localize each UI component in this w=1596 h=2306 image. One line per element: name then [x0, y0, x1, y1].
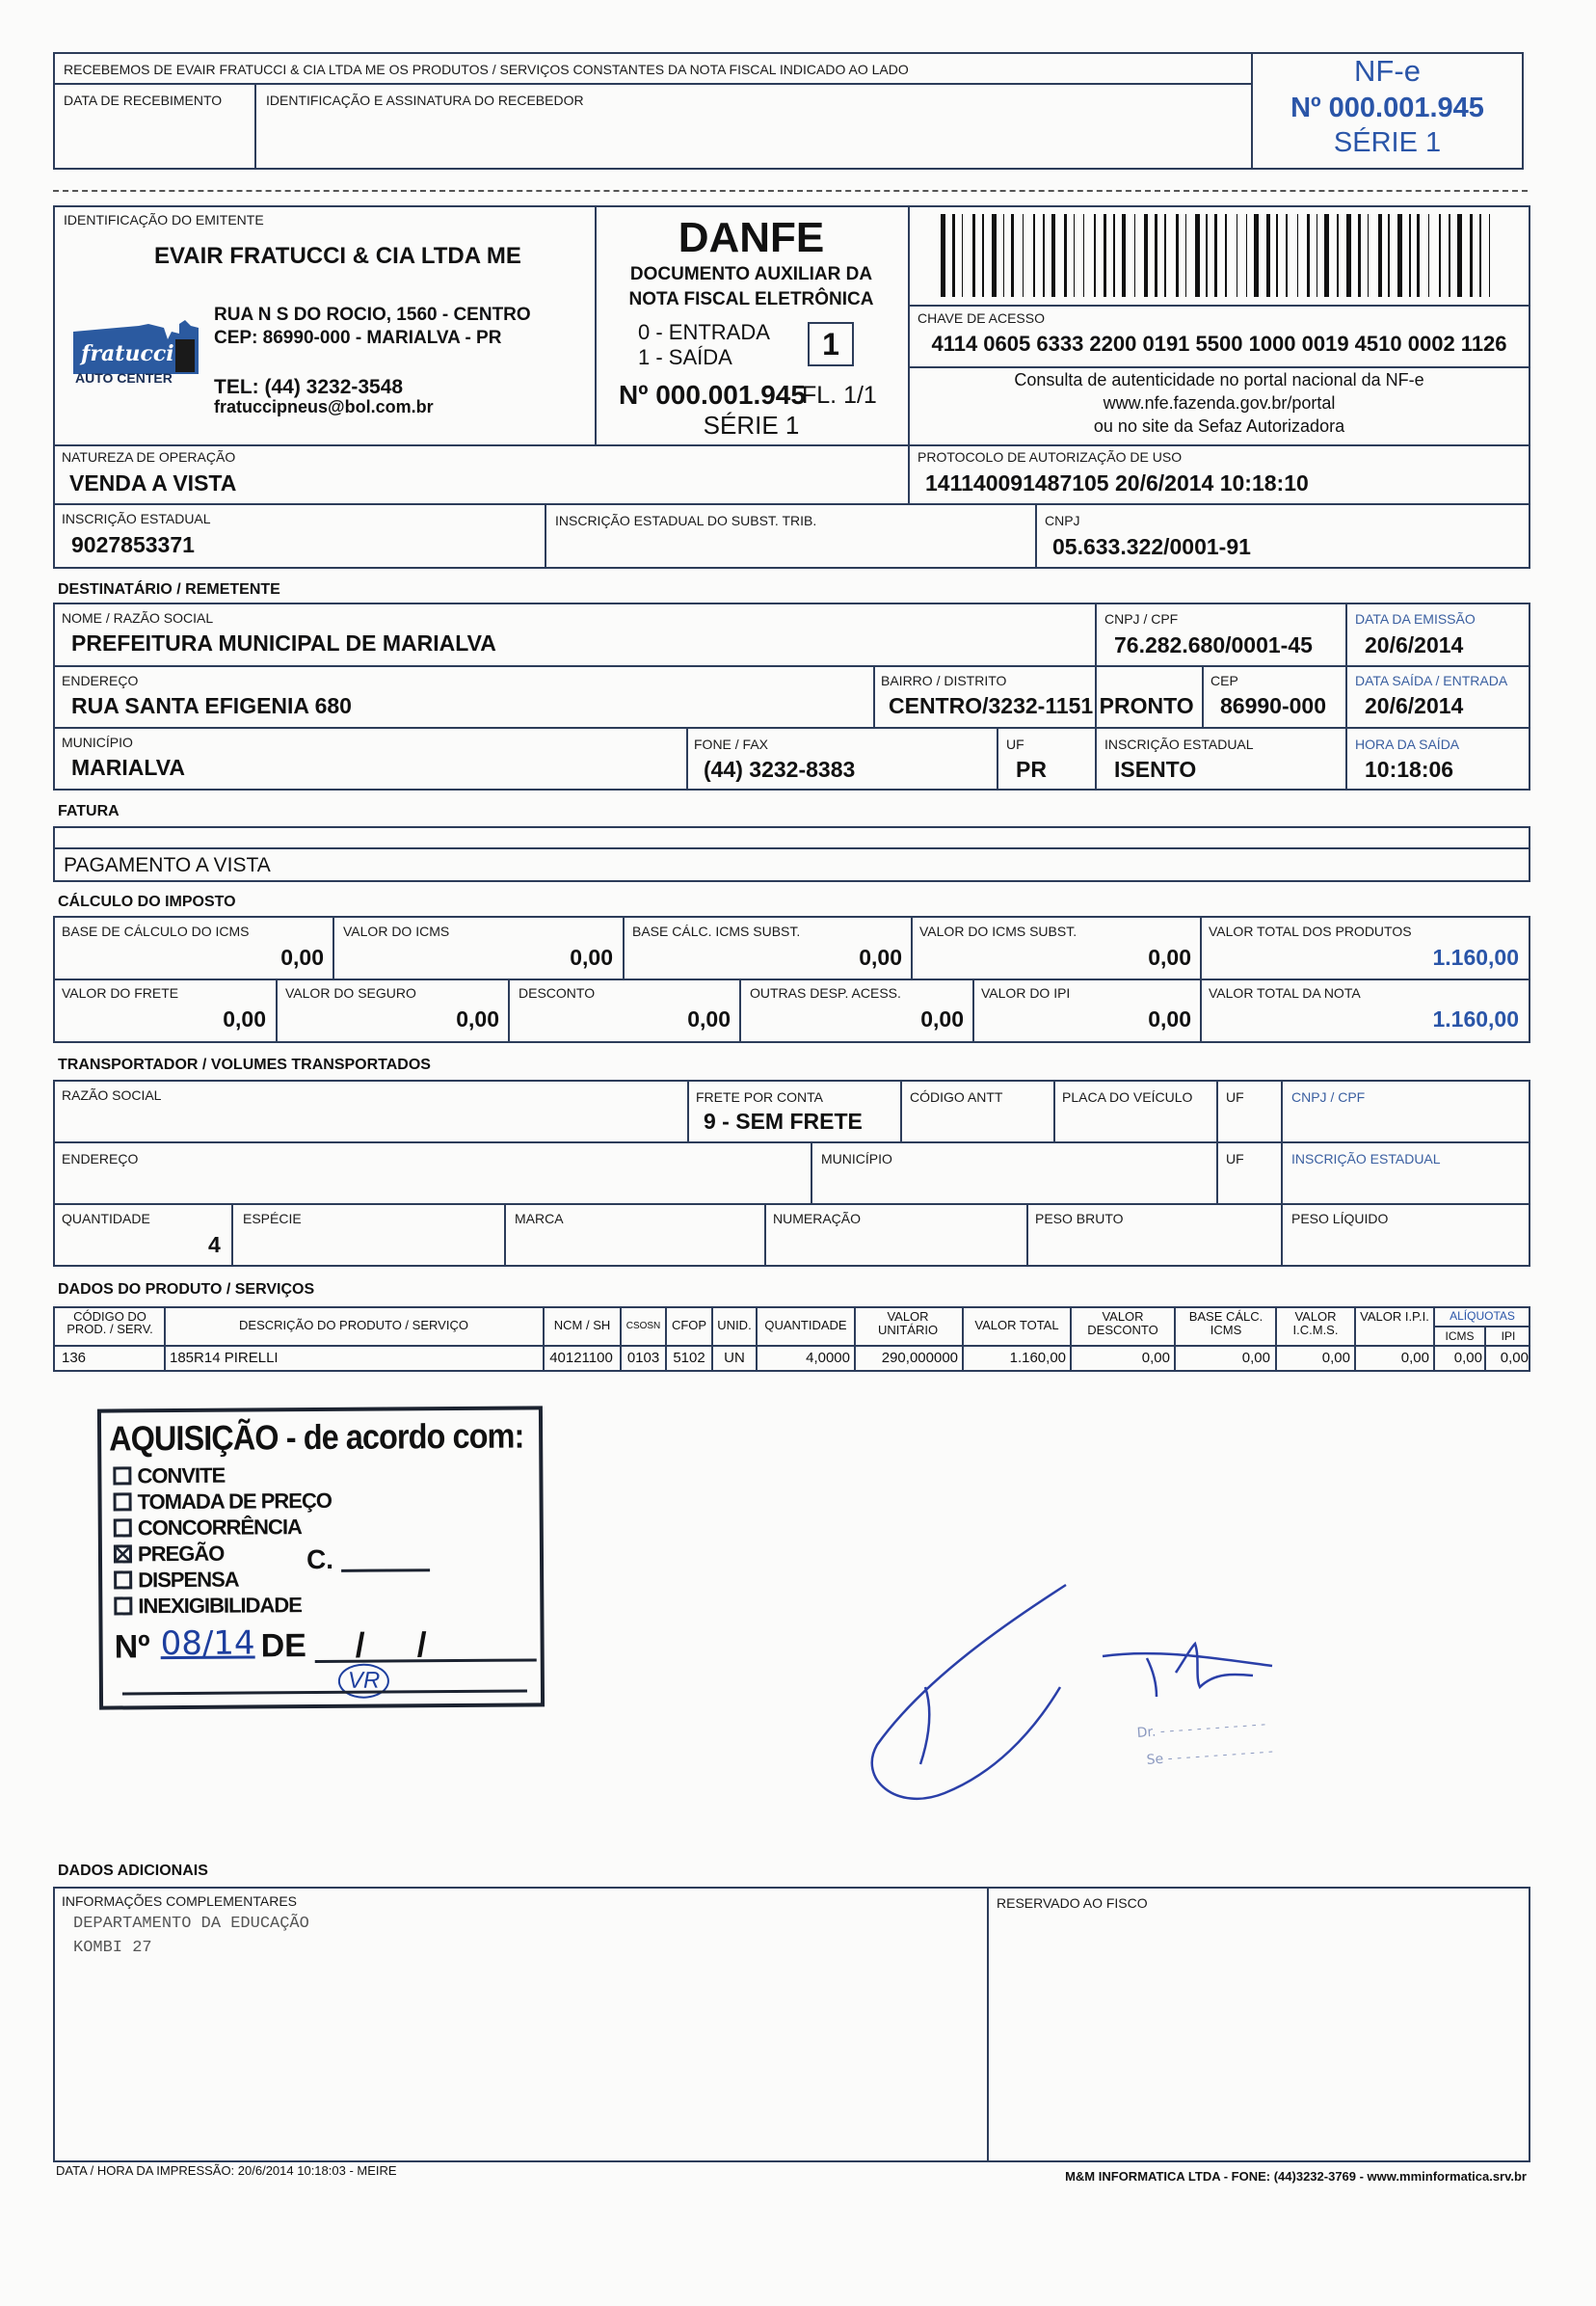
desconto: 0,00	[687, 1006, 731, 1032]
total-nota-label: VALOR TOTAL DA NOTA	[1209, 985, 1361, 1001]
transp-qtd-label: QUANTIDADE	[62, 1211, 150, 1226]
chave-consulta3: ou no site da Sefaz Autorizadora	[1093, 416, 1345, 436]
barcode-bar	[952, 214, 955, 297]
fatura-title: FATURA	[58, 803, 120, 819]
total-prod-label: VALOR TOTAL DOS PRODUTOS	[1209, 924, 1412, 939]
th-unid: UNID.	[717, 1318, 752, 1332]
transp-liquido-label: PESO LÍQUIDO	[1291, 1211, 1389, 1226]
transp-municipio-label: MUNICÍPIO	[821, 1151, 892, 1166]
base-icms: 0,00	[280, 945, 324, 970]
emitente-cep: CEP: 86990-000 - MARIALVA - PR	[214, 328, 502, 348]
checkbox-icon	[114, 1596, 132, 1615]
barcode-bar	[1439, 214, 1441, 297]
barcode-bar	[1206, 214, 1208, 297]
barcode-bar	[1337, 214, 1339, 297]
danfe-sub2: NOTA FISCAL ELETRÔNICA	[628, 289, 874, 309]
barcode-bar	[1384, 214, 1386, 297]
th-aipi: IPI	[1501, 1329, 1516, 1343]
barcode-bar	[1229, 214, 1234, 297]
signature	[867, 1581, 1446, 1822]
dest-bairro-label: BAIRRO / DISTRITO	[881, 673, 1007, 688]
barcode-bar	[1254, 214, 1259, 297]
barcode-bar	[1290, 214, 1294, 297]
stamp-de-label: DE	[260, 1627, 307, 1665]
prod-desc: 185R14 PIRELLI	[170, 1350, 279, 1366]
barcode-bar	[1168, 214, 1173, 297]
barcode-bar	[1301, 214, 1304, 297]
cnpj-label: CNPJ	[1045, 513, 1080, 528]
barcode-bar	[1064, 214, 1067, 297]
barcode-bar	[1240, 214, 1243, 297]
prod-csosn: 0103	[626, 1350, 660, 1366]
barcode-bar	[1077, 214, 1080, 297]
valor-icms: 0,00	[570, 945, 613, 970]
barcode-bar	[1011, 214, 1014, 297]
th-quantidade: QUANTIDADE	[764, 1318, 847, 1332]
th-vtotal: VALOR TOTAL	[974, 1318, 1059, 1332]
barcode-bar	[1138, 214, 1141, 297]
cnpj-value: 05.633.322/0001-91	[1052, 534, 1251, 559]
dest-ie: ISENTO	[1114, 757, 1197, 782]
imposto-title: CÁLCULO DO IMPOSTO	[58, 894, 236, 910]
th-vunit: VALOR UNITÁRIO	[877, 1309, 939, 1337]
barcode-bar	[1417, 214, 1420, 297]
barcode-bar	[1160, 214, 1162, 297]
dest-nome: PREFEITURA MUNICIPAL DE MARIALVA	[71, 630, 496, 656]
barcode-bar	[966, 214, 971, 297]
seguro-label: VALOR DO SEGURO	[285, 985, 416, 1001]
barcode-bar	[986, 214, 989, 297]
protocolo-value: 141140091487105 20/6/2014 10:18:10	[925, 470, 1309, 496]
ipi-label: VALOR DO IPI	[981, 985, 1071, 1001]
barcode-bar	[1225, 214, 1227, 297]
barcode-bar	[1033, 214, 1035, 297]
barcode-bar	[1476, 214, 1477, 297]
prod-qtd: 4,0000	[806, 1350, 850, 1366]
base-icms-label: BASE DE CÁLCULO DO ICMS	[62, 924, 250, 939]
barcode-bar	[1354, 214, 1356, 297]
barcode-bar	[1378, 214, 1381, 297]
desconto-label: DESCONTO	[519, 985, 596, 1001]
dest-emissao: 20/6/2014	[1365, 632, 1464, 657]
transp-uf-label: UF	[1226, 1089, 1244, 1105]
dest-hora-label: HORA DA SAÍDA	[1355, 737, 1460, 752]
barcode-bar	[1313, 214, 1315, 297]
barcode-bar	[1393, 214, 1396, 297]
chave-value: 4114 0605 6333 2200 0191 5500 1000 0019 4510 0002 1126	[931, 332, 1507, 356]
outras: 0,00	[920, 1006, 964, 1032]
frete-label: VALOR DO FRETE	[62, 985, 179, 1001]
barcode-bar	[1346, 214, 1351, 297]
info-1: DEPARTAMENTO DA EDUCAÇÃO	[73, 1915, 309, 1933]
danfe-sub1: DOCUMENTO AUXILIAR DA	[629, 264, 873, 284]
chave-consulta2: www.nfe.fazenda.gov.br/portal	[1103, 393, 1336, 413]
stamp-no-label: Nº	[114, 1628, 150, 1666]
emitente-tel: TEL: (44) 3232-3548	[214, 376, 404, 398]
barcode-bar	[1457, 214, 1462, 297]
transp-frete: 9 - SEM FRETE	[704, 1109, 863, 1134]
transp-antt-label: CÓDIGO ANTT	[910, 1089, 1003, 1105]
canhoto-recebemos: RECEBEMOS DE EVAIR FRATUCCI & CIA LTDA ME OS PRODUTOS / SERVIÇOS CONSTANTES DA NOTA FISCAL INDICADO AO LADO	[64, 62, 909, 77]
barcode-bar	[998, 214, 1000, 297]
barcode-bar	[1453, 214, 1455, 297]
dest-municipio: MARIALVA	[71, 755, 185, 780]
dest-cep-label: CEP	[1210, 673, 1238, 688]
barcode	[941, 214, 1498, 297]
prod-aipi: 0,00	[1500, 1350, 1529, 1366]
barcode-bar	[1272, 214, 1274, 297]
barcode-bar	[1083, 214, 1085, 297]
th-vicms: VALOR I.C.M.S.	[1292, 1309, 1339, 1337]
dest-uf-label: UF	[1006, 737, 1024, 752]
barcode-bar	[941, 214, 945, 297]
transp-qtd: 4	[208, 1232, 221, 1257]
stamp-c-label: C.	[306, 1543, 334, 1575]
stamp-option-label: DISPENSA	[138, 1567, 239, 1593]
barcode-bar	[1266, 214, 1269, 297]
barcode-bar	[1047, 214, 1049, 297]
barcode-bar	[1428, 214, 1430, 297]
barcode-bar	[1332, 214, 1335, 297]
barcode-bar	[1017, 214, 1020, 297]
danfe-tipo: 1	[808, 322, 854, 366]
barcode-bar	[1134, 214, 1136, 297]
dest-saida-label: DATA SAÍDA / ENTRADA	[1355, 673, 1508, 688]
th-csosn: CSOSN	[625, 1321, 661, 1331]
barcode-bar	[978, 214, 980, 297]
barcode-bar	[1185, 214, 1187, 297]
canhoto-numero: Nº 000.001.945	[1290, 93, 1484, 123]
dest-ie-label: INSCRIÇÃO ESTADUAL	[1104, 737, 1254, 752]
produtos-title: DADOS DO PRODUTO / SERVIÇOS	[58, 1281, 315, 1298]
th-vipi: VALOR I.P.I.	[1360, 1309, 1429, 1324]
valor-subst: 0,00	[1148, 945, 1191, 970]
barcode-bar	[1320, 214, 1322, 297]
checkbox-icon	[113, 1466, 131, 1485]
dest-cep: 86990-000	[1220, 693, 1326, 718]
barcode-bar	[1007, 214, 1009, 297]
checkbox-icon	[114, 1544, 132, 1563]
transp-placa-label: PLACA DO VEÍCULO	[1062, 1089, 1193, 1105]
transp-cnpj-label: CNPJ / CPF	[1291, 1089, 1366, 1105]
checkbox-icon	[114, 1518, 132, 1537]
th-aliquotas: ALÍQUOTAS	[1450, 1309, 1515, 1323]
dest-endereco: RUA SANTA EFIGENIA 680	[71, 693, 352, 718]
th-vdesc: VALOR DESCONTO	[1087, 1309, 1158, 1337]
destinatario-title: DESTINATÁRIO / REMETENTE	[58, 581, 280, 598]
checkbox-icon	[114, 1492, 132, 1511]
dest-municipio-label: MUNICÍPIO	[62, 735, 133, 750]
stamp-initials: VR	[338, 1664, 390, 1699]
prod-vdesc: 0,00	[1141, 1350, 1170, 1366]
th-base: BASE CÁLC. ICMS	[1188, 1309, 1264, 1337]
barcode-bar	[1113, 214, 1115, 297]
natureza-value: VENDA A VISTA	[69, 470, 237, 496]
barcode-bar	[1444, 214, 1447, 297]
info-2: KOMBI 27	[73, 1939, 152, 1957]
barcode-bar	[1409, 214, 1411, 297]
chave-consulta1: Consulta de autenticidade no portal nacional da NF-e	[1014, 370, 1424, 389]
canhoto-serie: SÉRIE 1	[1333, 127, 1442, 158]
danfe-serie: SÉRIE 1	[703, 411, 800, 440]
barcode-bar	[1280, 214, 1283, 297]
barcode-bar	[1129, 214, 1131, 297]
prod-base: 0,00	[1241, 1350, 1270, 1366]
barcode-bar	[1246, 214, 1248, 297]
chave-label: CHAVE DE ACESSO	[918, 310, 1046, 326]
aquisicao-stamp: AQUISIÇÃO - de acordo com: CONVITE TOMADA DE PREÇO CONCORRÊNCIA PREGÃO DISPENSA INEXIGIBILIDADE C. Nº 08/14 DE / / VR	[97, 1406, 545, 1709]
stamp-option	[114, 1540, 332, 1568]
prod-cod: 136	[62, 1350, 87, 1366]
emitente-endereco: RUA N S DO ROCIO, 1560 - CENTRO	[214, 305, 531, 325]
prod-vtotal: 1.160,00	[1009, 1350, 1066, 1366]
prod-vunit: 290,000000	[881, 1350, 958, 1366]
emitente-logo-text: AUTO CENTER	[75, 370, 173, 386]
barcode-bar	[1219, 214, 1222, 297]
dest-fone: (44) 3232-8383	[704, 757, 856, 782]
danfe-numero: Nº 000.001.945	[619, 380, 806, 410]
th-aicms: ICMS	[1445, 1329, 1475, 1343]
barcode-bar	[1405, 214, 1407, 297]
total-nota: 1.160,00	[1432, 1006, 1519, 1032]
canhoto-nfe: NF-e	[1354, 54, 1421, 88]
transp-frete-label: FRETE POR CONTA	[696, 1089, 823, 1105]
valor-icms-label: VALOR DO ICMS	[343, 924, 450, 939]
dest-nome-label: NOME / RAZÃO SOCIAL	[62, 610, 214, 626]
natureza-label: NATUREZA DE OPERAÇÃO	[62, 449, 236, 465]
stamp-option	[114, 1592, 332, 1620]
emitente-nome: EVAIR FRATUCCI & CIA LTDA ME	[154, 243, 521, 269]
barcode-bar	[1250, 214, 1252, 297]
barcode-bar	[1388, 214, 1390, 297]
barcode-bar	[1037, 214, 1040, 297]
transp-title: TRANSPORTADOR / VOLUMES TRANSPORTADOS	[58, 1057, 431, 1073]
th-descricao: DESCRIÇÃO DO PRODUTO / SERVIÇO	[239, 1318, 468, 1332]
barcode-bar	[1368, 214, 1370, 297]
danfe-entrada: 0 - ENTRADA	[638, 320, 770, 344]
th-codigo: CÓDIGO DO PROD. / SERV.	[66, 1309, 153, 1336]
th-ncm: NCM / SH	[553, 1318, 611, 1332]
barcode-bar	[1182, 214, 1184, 297]
ie-value: 9027853371	[71, 532, 195, 557]
dest-endereco-label: ENDEREÇO	[62, 673, 139, 688]
dest-uf: PR	[1016, 757, 1047, 782]
prod-vipi: 0,00	[1400, 1350, 1429, 1366]
barcode-bar	[1098, 214, 1101, 297]
barcode-bar	[1307, 214, 1310, 297]
barcode-bar	[1479, 214, 1481, 297]
barcode-bar	[1276, 214, 1278, 297]
barcode-bar	[1155, 214, 1157, 297]
barcode-bar	[1342, 214, 1344, 297]
seguro: 0,00	[456, 1006, 499, 1032]
barcode-bar	[1237, 214, 1238, 297]
barcode-bar	[1364, 214, 1366, 297]
barcode-bar	[1413, 214, 1415, 297]
checkbox-icon	[114, 1570, 132, 1589]
canhoto-data-label: DATA DE RECEBIMENTO	[64, 93, 223, 108]
barcode-bar	[1176, 214, 1179, 297]
dest-saida: 20/6/2014	[1365, 693, 1464, 718]
dest-bairro: CENTRO/3232-1151 PRONTO	[889, 693, 1194, 718]
prod-ncm: 40121100	[549, 1350, 613, 1366]
barcode-bar	[1189, 214, 1192, 297]
stamp-option-label: INEXIGIBILIDADE	[138, 1593, 303, 1619]
dest-cnpj-label: CNPJ / CPF	[1104, 611, 1179, 627]
barcode-bar	[972, 214, 975, 297]
barcode-bar	[1087, 214, 1092, 297]
prod-aicms: 0,00	[1453, 1350, 1482, 1366]
footer-right: M&M INFORMATICA LTDA - FONE: (44)3232-3769 - www.mminformatica.srv.br	[1065, 2169, 1527, 2184]
dest-emissao-label: DATA DA EMISSÃO	[1355, 611, 1476, 627]
stamp-option	[113, 1461, 332, 1489]
frete: 0,00	[223, 1006, 266, 1032]
barcode-bar	[1262, 214, 1264, 297]
barcode-bar	[1069, 214, 1071, 297]
base-subst-label: BASE CÁLC. ICMS SUBST.	[632, 924, 801, 939]
stamp-option-label: CONCORRÊNCIA	[137, 1515, 302, 1541]
outras-label: OUTRAS DESP. ACESS.	[750, 985, 901, 1001]
barcode-bar	[982, 214, 984, 297]
barcode-bar	[1423, 214, 1425, 297]
barcode-bar	[1358, 214, 1361, 297]
barcode-bar	[992, 214, 997, 297]
barcode-bar	[1493, 214, 1498, 297]
svg-text:fratucci: fratucci	[81, 341, 174, 366]
barcode-bar	[1003, 214, 1005, 297]
stamp-no-value: 08/14	[160, 1623, 255, 1664]
transp-marca-label: MARCA	[515, 1211, 564, 1226]
danfe-saida: 1 - SAÍDA	[638, 345, 732, 369]
emitente-email: fratuccipneus@bol.com.br	[214, 397, 434, 416]
barcode-bar	[1023, 214, 1024, 297]
barcode-bar	[1043, 214, 1045, 297]
ie-label: INSCRIÇÃO ESTADUAL	[62, 511, 211, 526]
dest-cnpj: 76.282.680/0001-45	[1114, 632, 1313, 657]
info-label: INFORMAÇÕES COMPLEMENTARES	[62, 1893, 297, 1909]
prod-vicms: 0,00	[1321, 1350, 1350, 1366]
prod-cfop: 5102	[673, 1350, 705, 1366]
barcode-bar	[1026, 214, 1031, 297]
protocolo-label: PROTOCOLO DE AUTORIZAÇÃO DE USO	[918, 449, 1183, 465]
barcode-bar	[1195, 214, 1200, 297]
transp-bruto-label: PESO BRUTO	[1035, 1211, 1124, 1226]
barcode-bar	[1109, 214, 1111, 297]
transp-ie-label: INSCRIÇÃO ESTADUAL	[1291, 1151, 1441, 1166]
danfe-title: DANFE	[678, 214, 825, 261]
svg-text:Se - - - - - - - - - - - -: Se - - - - - - - - - - - -	[1146, 1743, 1274, 1768]
barcode-bar	[1371, 214, 1376, 297]
valor-subst-label: VALOR DO ICMS SUBST.	[919, 924, 1077, 939]
danfe-fl: FL. 1/1	[802, 382, 877, 409]
barcode-bar	[1449, 214, 1450, 297]
ipi: 0,00	[1148, 1006, 1191, 1032]
adicionais-title: DADOS ADICIONAIS	[58, 1863, 208, 1879]
transp-razao-label: RAZÃO SOCIAL	[62, 1087, 162, 1103]
stamp-title: AQUISIÇÃO - de acordo com:	[108, 1415, 524, 1459]
transp-especie-label: ESPÉCIE	[243, 1211, 302, 1226]
barcode-bar	[1432, 214, 1437, 297]
stamp-option	[114, 1514, 332, 1542]
emitente-label: IDENTIFICAÇÃO DO EMITENTE	[64, 212, 264, 228]
footer-left: DATA / HORA DA IMPRESSÃO: 20/6/2014 10:18:03 - MEIRE	[56, 2163, 397, 2178]
barcode-bar	[1202, 214, 1204, 297]
barcode-bar	[1464, 214, 1467, 297]
barcode-bar	[1104, 214, 1106, 297]
barcode-bar	[1324, 214, 1329, 297]
fatura-value: PAGAMENTO A VISTA	[64, 854, 271, 876]
barcode-bar	[1094, 214, 1096, 297]
canhoto-id-label: IDENTIFICAÇÃO E ASSINATURA DO RECEBEDOR	[266, 93, 584, 108]
barcode-bar	[1297, 214, 1299, 297]
barcode-bar	[1122, 214, 1127, 297]
barcode-bar	[957, 214, 959, 297]
ie-subst-label: INSCRIÇÃO ESTADUAL DO SUBST. TRIB.	[555, 513, 817, 528]
barcode-bar	[962, 214, 964, 297]
transp-endereco-label: ENDEREÇO	[62, 1151, 139, 1166]
barcode-bar	[1144, 214, 1149, 297]
transp-uf2-label: UF	[1226, 1151, 1244, 1166]
barcode-bar	[1058, 214, 1061, 297]
barcode-bar	[1051, 214, 1056, 297]
prod-un: UN	[724, 1350, 745, 1366]
svg-text:Dr. - - - - - - - - - - - -: Dr. - - - - - - - - - - - -	[1136, 1716, 1266, 1741]
barcode-bar	[1164, 214, 1166, 297]
stamp-option	[113, 1488, 332, 1515]
barcode-bar	[1214, 214, 1217, 297]
transp-numeracao-label: NUMERAÇÃO	[773, 1211, 862, 1226]
fisco-label: RESERVADO AO FISCO	[997, 1895, 1148, 1911]
barcode-bar	[1151, 214, 1153, 297]
barcode-bar	[1286, 214, 1288, 297]
dest-fone-label: FONE / FAX	[694, 737, 769, 752]
stamp-option-label: PREGÃO	[137, 1541, 225, 1567]
barcode-bar	[1074, 214, 1076, 297]
barcode-bar	[1470, 214, 1473, 297]
barcode-bar	[947, 214, 949, 297]
stamp-option-label: TOMADA DE PREÇO	[137, 1488, 332, 1515]
stamp-option-label: CONVITE	[137, 1462, 226, 1488]
total-prod: 1.160,00	[1432, 945, 1519, 970]
barcode-bar	[1397, 214, 1402, 297]
dest-hora: 10:18:06	[1365, 757, 1454, 782]
stamp-option	[114, 1566, 332, 1594]
th-cfop: CFOP	[671, 1318, 707, 1332]
barcode-bar	[1317, 214, 1318, 297]
barcode-bar	[1489, 214, 1491, 297]
base-subst: 0,00	[859, 945, 902, 970]
barcode-bar	[1210, 214, 1211, 297]
barcode-bar	[1483, 214, 1486, 297]
barcode-bar	[1117, 214, 1119, 297]
